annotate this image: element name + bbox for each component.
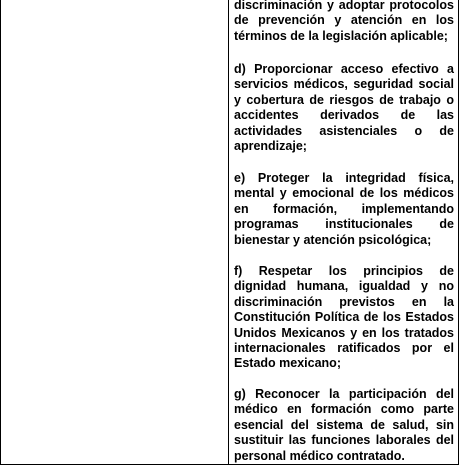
paragraph-continuation: discriminación y adoptar protocolos de prevención y atención en los términos de la legislación aplicable;: [234, 0, 454, 43]
paragraph-item-g: g) Reconocer la participación del médico en formación como parte esencial del sistema de salud, sin sustituir las funciones laborales del personal médico contratado.: [234, 387, 454, 463]
paragraph-item-f: f) Respetar los principios de dignidad humana, igualdad y no discriminación previstos en la Constitución Política de los Estados Unidos Mexicanos y en los tratados internacionales ratificados por el Estado mexicano;: [234, 264, 454, 371]
table-cell-left-empty: [0, 0, 229, 465]
paragraph-item-d: d) Proporcionar acceso efectivo a servicios médicos, seguridad social y cobertura de riesgos de trabajo o accidentes derivados de las actividades asistenciales o de aprendizaje;: [234, 62, 454, 154]
paragraph-item-e: e) Proteger la integridad física, mental y emocional de los médicos en formación, implementando programas institucionales de bienestar y atención psicológica;: [234, 171, 454, 247]
